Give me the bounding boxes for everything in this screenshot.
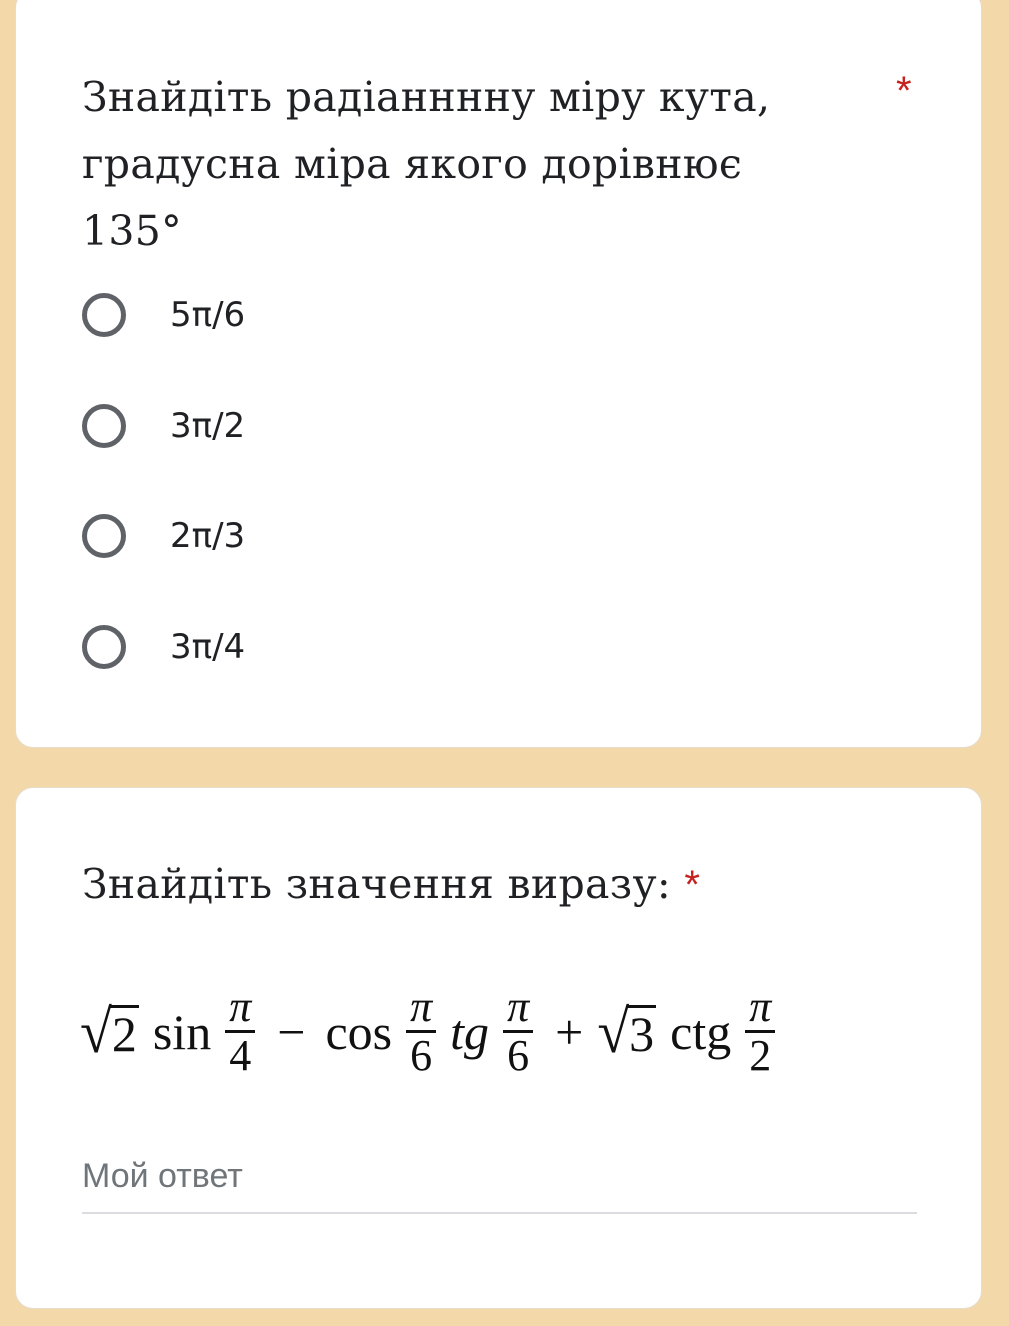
sqrt-3 [597, 997, 656, 1066]
sqrt-radicand: 3 [629, 1006, 655, 1063]
option-3pi-4[interactable] [82, 617, 582, 677]
radio-button[interactable] [82, 293, 126, 337]
option-label: 2π/3 [170, 516, 246, 556]
fraction-numerator: π [410, 982, 433, 1031]
radio-button[interactable] [82, 625, 126, 669]
sqrt-2 [80, 997, 139, 1066]
fraction-denominator: 2 [745, 1030, 775, 1079]
fn-cos: cos [325, 1003, 393, 1060]
option-label: 3π/2 [170, 406, 246, 446]
fraction-numerator: π [507, 982, 530, 1031]
fraction-denominator: 6 [503, 1030, 533, 1079]
question-card-2 [15, 787, 982, 1309]
option-2pi-3[interactable] [82, 506, 582, 566]
question-1-title: Знайдіть радіанннну міру кута, градусна міра якого дорівнює 135° [82, 73, 771, 255]
radio-button[interactable] [82, 514, 126, 558]
minus-operator: − [277, 1003, 306, 1060]
math-expression [80, 984, 783, 1079]
fraction-denominator: 4 [225, 1030, 255, 1079]
fn-sin: sin [152, 1003, 212, 1060]
fraction-numerator: π [749, 982, 772, 1031]
plus-operator: + [555, 1003, 584, 1060]
question-2-title [82, 851, 902, 919]
fraction-pi-4 [225, 984, 255, 1079]
option-3pi-2[interactable] [82, 396, 582, 456]
fraction-pi-6 [406, 984, 436, 1079]
question-2-title-text: Знайдіть значення виразу: [82, 860, 671, 908]
question-card-1 [15, 0, 982, 748]
sqrt-sign: √ [597, 997, 630, 1066]
option-label: 5π/6 [170, 295, 246, 335]
sqrt-radicand: 2 [111, 1006, 137, 1063]
fn-tg: tg [450, 1003, 490, 1060]
required-asterisk: * [684, 863, 701, 907]
answer-input[interactable]: Мой ответ [82, 1157, 917, 1214]
radio-button[interactable] [82, 404, 126, 448]
required-asterisk: * [896, 69, 912, 113]
fraction-denominator: 6 [406, 1030, 436, 1079]
sqrt-sign: √ [80, 997, 112, 1066]
fn-ctg: ctg [670, 1003, 732, 1060]
option-5pi-6[interactable] [82, 285, 582, 345]
fraction-numerator: π [229, 982, 252, 1031]
option-label: 3π/4 [170, 627, 246, 667]
fraction-pi-2 [745, 984, 775, 1079]
fraction-pi-6 [503, 984, 533, 1079]
